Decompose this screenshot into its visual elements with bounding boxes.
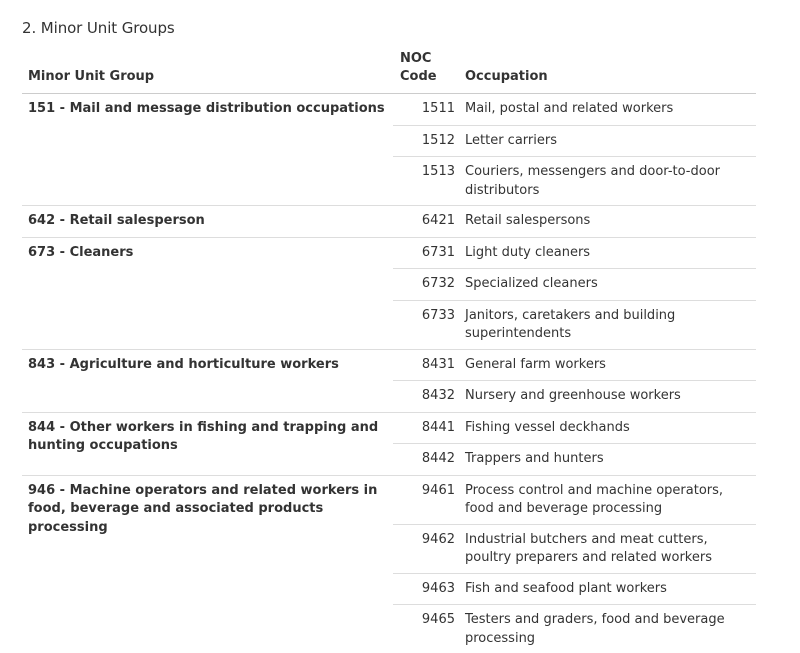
occupation-cell: Letter carriers	[459, 125, 756, 157]
minor-unit-group-cell: 946 - Machine operators and related workers in food, beverage and associated products processing	[22, 475, 393, 653]
noc-code-cell: 9461	[393, 475, 459, 524]
header-occupation: Occupation	[459, 50, 756, 94]
noc-code-cell: 8432	[393, 381, 459, 413]
occupation-cell: Specialized cleaners	[459, 269, 756, 301]
noc-code-cell: 1513	[393, 157, 459, 206]
occupation-cell: Fish and seafood plant workers	[459, 573, 756, 605]
occupation-cell: Mail, postal and related workers	[459, 94, 756, 126]
noc-code-cell: 6732	[393, 269, 459, 301]
noc-code-cell: 6733	[393, 300, 459, 349]
noc-code-cell: 8442	[393, 444, 459, 476]
minor-unit-group-cell: 673 - Cleaners	[22, 237, 393, 349]
minor-unit-group-cell: 642 - Retail salesperson	[22, 206, 393, 238]
minor-unit-group-cell: 843 - Agriculture and horticulture workers	[22, 349, 393, 412]
minor-unit-group-cell: 151 - Mail and message distribution occupations	[22, 94, 393, 206]
noc-code-cell: 8431	[393, 349, 459, 381]
table-row	[22, 349, 756, 381]
table-body	[22, 94, 756, 653]
occupation-cell: Trappers and hunters	[459, 444, 756, 476]
noc-code-cell: 1512	[393, 125, 459, 157]
noc-code-cell: 9462	[393, 524, 459, 573]
occupation-cell: Nursery and greenhouse workers	[459, 381, 756, 413]
occupation-cell: Retail salespersons	[459, 206, 756, 238]
table-row	[22, 475, 756, 524]
table-row	[22, 237, 756, 269]
occupation-cell: Light duty cleaners	[459, 237, 756, 269]
noc-code-cell: 9463	[393, 573, 459, 605]
minor-unit-groups-table	[22, 50, 756, 653]
minor-unit-group-cell: 844 - Other workers in fishing and trapping and hunting occupations	[22, 412, 393, 475]
occupation-cell: Fishing vessel deckhands	[459, 412, 756, 444]
noc-code-cell: 1511	[393, 94, 459, 126]
header-noc-code: NOC Code	[393, 50, 459, 94]
table-row	[22, 94, 756, 126]
occupation-cell: Industrial butchers and meat cutters, poultry preparers and related workers	[459, 524, 756, 573]
noc-code-cell: 6421	[393, 206, 459, 238]
noc-code-cell: 9465	[393, 605, 459, 653]
section-title: 2. Minor Unit Groups	[22, 19, 175, 37]
noc-code-cell: 8441	[393, 412, 459, 444]
occupation-cell: Janitors, caretakers and building superintendents	[459, 300, 756, 349]
table-header-row	[22, 50, 756, 94]
table-row	[22, 412, 756, 444]
table-row	[22, 206, 756, 238]
occupation-cell: General farm workers	[459, 349, 756, 381]
occupation-cell: Testers and graders, food and beverage processing	[459, 605, 756, 653]
occupation-cell: Couriers, messengers and door-to-door distributors	[459, 157, 756, 206]
noc-code-cell: 6731	[393, 237, 459, 269]
occupation-cell: Process control and machine operators, food and beverage processing	[459, 475, 756, 524]
header-minor-unit-group: Minor Unit Group	[22, 50, 393, 94]
